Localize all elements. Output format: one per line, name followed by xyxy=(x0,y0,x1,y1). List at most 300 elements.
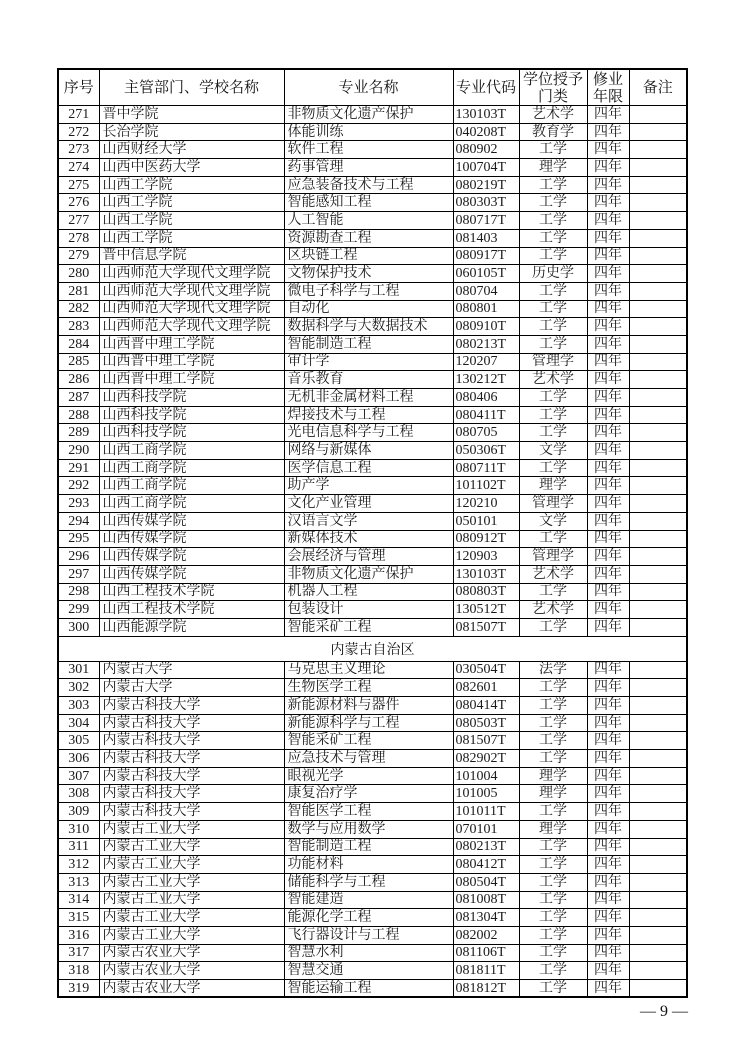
note-cell xyxy=(629,247,687,265)
degree-category: 工学 xyxy=(519,679,587,697)
school-name: 山西工程技术学院 xyxy=(99,601,284,619)
study-duration: 四年 xyxy=(587,318,629,336)
major-name: 自动化 xyxy=(284,300,453,318)
row-number: 286 xyxy=(58,371,99,389)
note-cell xyxy=(629,856,687,874)
study-duration: 四年 xyxy=(587,891,629,909)
degree-category: 工学 xyxy=(519,212,587,230)
major-name: 包装设计 xyxy=(284,601,453,619)
note-cell xyxy=(629,873,687,891)
study-duration: 四年 xyxy=(587,495,629,513)
study-duration: 四年 xyxy=(587,856,629,874)
row-number: 311 xyxy=(58,838,99,856)
major-name: 非物质文化遗产保护 xyxy=(284,565,453,583)
major-name: 焊接技术与工程 xyxy=(284,406,453,424)
major-name: 储能科学与工程 xyxy=(284,873,453,891)
study-duration: 四年 xyxy=(587,530,629,548)
row-number: 308 xyxy=(58,785,99,803)
school-name: 晋中学院 xyxy=(99,106,284,124)
major-name: 文物保护技术 xyxy=(284,265,453,283)
row-number: 315 xyxy=(58,909,99,927)
row-number: 276 xyxy=(58,194,99,212)
major-code: 050101 xyxy=(453,512,519,530)
table-row xyxy=(58,618,687,636)
row-number: 295 xyxy=(58,530,99,548)
table-row xyxy=(58,229,687,247)
note-cell xyxy=(629,838,687,856)
major-name: 智能运输工程 xyxy=(284,980,453,998)
row-number: 279 xyxy=(58,247,99,265)
degree-category: 工学 xyxy=(519,856,587,874)
degree-category: 理学 xyxy=(519,820,587,838)
major-code: 080917T xyxy=(453,247,519,265)
major-name: 智能采矿工程 xyxy=(284,618,453,636)
table-row xyxy=(58,123,687,141)
degree-category: 工学 xyxy=(519,926,587,944)
table-row xyxy=(58,714,687,732)
row-number: 312 xyxy=(58,856,99,874)
note-cell xyxy=(629,141,687,159)
major-code: 081008T xyxy=(453,891,519,909)
degree-category: 工学 xyxy=(519,424,587,442)
row-number: 298 xyxy=(58,583,99,601)
note-cell xyxy=(629,714,687,732)
major-code: 081811T xyxy=(453,962,519,980)
row-number: 307 xyxy=(58,767,99,785)
major-code: 120210 xyxy=(453,495,519,513)
table-row xyxy=(58,803,687,821)
study-duration: 四年 xyxy=(587,212,629,230)
table-row xyxy=(58,944,687,962)
major-name: 会展经济与管理 xyxy=(284,548,453,566)
major-code: 080414T xyxy=(453,697,519,715)
note-cell xyxy=(629,803,687,821)
study-duration: 四年 xyxy=(587,282,629,300)
study-duration: 四年 xyxy=(587,229,629,247)
school-name: 山西师范大学现代文理学院 xyxy=(99,265,284,283)
major-code: 050306T xyxy=(453,442,519,460)
degree-category: 工学 xyxy=(519,459,587,477)
row-number: 297 xyxy=(58,565,99,583)
note-cell xyxy=(629,565,687,583)
major-code: 082002 xyxy=(453,926,519,944)
header-degree xyxy=(519,69,587,106)
school-name: 山西工学院 xyxy=(99,212,284,230)
table-row xyxy=(58,909,687,927)
study-duration: 四年 xyxy=(587,159,629,177)
study-duration: 四年 xyxy=(587,980,629,998)
row-number: 272 xyxy=(58,123,99,141)
school-name: 山西科技学院 xyxy=(99,424,284,442)
school-name: 山西师范大学现代文理学院 xyxy=(99,300,284,318)
degree-category: 工学 xyxy=(519,176,587,194)
note-cell xyxy=(629,335,687,353)
study-duration: 四年 xyxy=(587,909,629,927)
study-duration: 四年 xyxy=(587,406,629,424)
table-row xyxy=(58,159,687,177)
note-cell xyxy=(629,980,687,998)
school-name: 山西晋中理工学院 xyxy=(99,353,284,371)
degree-category: 文学 xyxy=(519,442,587,460)
school-name: 内蒙古工业大学 xyxy=(99,838,284,856)
table-row xyxy=(58,353,687,371)
school-name: 山西传媒学院 xyxy=(99,530,284,548)
major-name: 资源勘查工程 xyxy=(284,229,453,247)
major-name: 音乐教育 xyxy=(284,371,453,389)
degree-category: 工学 xyxy=(519,194,587,212)
degree-category: 工学 xyxy=(519,980,587,998)
degree-category: 理学 xyxy=(519,785,587,803)
table-row xyxy=(58,176,687,194)
school-name: 内蒙古工业大学 xyxy=(99,856,284,874)
table-row xyxy=(58,767,687,785)
major-name: 非物质文化遗产保护 xyxy=(284,106,453,124)
school-name: 山西传媒学院 xyxy=(99,512,284,530)
study-duration: 四年 xyxy=(587,477,629,495)
degree-category: 工学 xyxy=(519,714,587,732)
row-number: 274 xyxy=(58,159,99,177)
degree-category: 文学 xyxy=(519,512,587,530)
school-name: 晋中信息学院 xyxy=(99,247,284,265)
note-cell xyxy=(629,159,687,177)
major-name: 数据科学与大数据技术 xyxy=(284,318,453,336)
row-number: 303 xyxy=(58,697,99,715)
note-cell xyxy=(629,785,687,803)
study-duration: 四年 xyxy=(587,106,629,124)
study-duration: 四年 xyxy=(587,714,629,732)
region-title: 内蒙古自治区 xyxy=(58,636,687,661)
table-row xyxy=(58,512,687,530)
table-row xyxy=(58,873,687,891)
row-number: 278 xyxy=(58,229,99,247)
degree-category: 工学 xyxy=(519,750,587,768)
row-number: 296 xyxy=(58,548,99,566)
degree-category: 理学 xyxy=(519,477,587,495)
school-name: 内蒙古大学 xyxy=(99,661,284,679)
degree-category: 工学 xyxy=(519,141,587,159)
school-name: 山西中医药大学 xyxy=(99,159,284,177)
major-name: 机器人工程 xyxy=(284,583,453,601)
major-name: 智能感知工程 xyxy=(284,194,453,212)
table-row xyxy=(58,530,687,548)
table-row xyxy=(58,962,687,980)
school-name: 内蒙古农业大学 xyxy=(99,944,284,962)
degree-category: 历史学 xyxy=(519,265,587,283)
major-code: 100704T xyxy=(453,159,519,177)
row-number: 292 xyxy=(58,477,99,495)
degree-category: 工学 xyxy=(519,282,587,300)
major-name: 体能训练 xyxy=(284,123,453,141)
page-number: — 9 — xyxy=(640,1003,688,1020)
degree-category: 工学 xyxy=(519,838,587,856)
major-name: 智能建造 xyxy=(284,891,453,909)
note-cell xyxy=(629,442,687,460)
school-name: 内蒙古工业大学 xyxy=(99,873,284,891)
table-body xyxy=(58,106,687,998)
degree-category: 艺术学 xyxy=(519,565,587,583)
study-duration: 四年 xyxy=(587,424,629,442)
table-row xyxy=(58,194,687,212)
study-duration: 四年 xyxy=(587,371,629,389)
table-row xyxy=(58,389,687,407)
row-number: 293 xyxy=(58,495,99,513)
header-seq: 序号 xyxy=(58,69,99,106)
major-code: 101102T xyxy=(453,477,519,495)
school-name: 山西晋中理工学院 xyxy=(99,335,284,353)
row-number: 318 xyxy=(58,962,99,980)
study-duration: 四年 xyxy=(587,548,629,566)
row-number: 285 xyxy=(58,353,99,371)
school-name: 内蒙古科技大学 xyxy=(99,785,284,803)
school-name: 内蒙古科技大学 xyxy=(99,714,284,732)
degree-category: 工学 xyxy=(519,803,587,821)
school-name: 山西师范大学现代文理学院 xyxy=(99,282,284,300)
row-number: 309 xyxy=(58,803,99,821)
school-name: 山西工学院 xyxy=(99,229,284,247)
school-name: 山西工商学院 xyxy=(99,442,284,460)
header-school: 主管部门、学校名称 xyxy=(99,69,284,106)
major-code: 080803T xyxy=(453,583,519,601)
study-duration: 四年 xyxy=(587,926,629,944)
major-code: 130212T xyxy=(453,371,519,389)
row-number: 310 xyxy=(58,820,99,838)
study-duration: 四年 xyxy=(587,732,629,750)
row-number: 280 xyxy=(58,265,99,283)
major-name: 软件工程 xyxy=(284,141,453,159)
note-cell xyxy=(629,477,687,495)
note-cell xyxy=(629,944,687,962)
school-name: 内蒙古工业大学 xyxy=(99,820,284,838)
table-row xyxy=(58,335,687,353)
note-cell xyxy=(629,212,687,230)
school-name: 山西晋中理工学院 xyxy=(99,371,284,389)
degree-category: 管理学 xyxy=(519,353,587,371)
table-row xyxy=(58,601,687,619)
row-number: 289 xyxy=(58,424,99,442)
note-cell xyxy=(629,618,687,636)
note-cell xyxy=(629,767,687,785)
row-number: 277 xyxy=(58,212,99,230)
major-code: 040208T xyxy=(453,123,519,141)
study-duration: 四年 xyxy=(587,944,629,962)
note-cell xyxy=(629,282,687,300)
degree-category: 工学 xyxy=(519,335,587,353)
major-code: 130512T xyxy=(453,601,519,619)
row-number: 282 xyxy=(58,300,99,318)
row-number: 316 xyxy=(58,926,99,944)
header-code: 专业代码 xyxy=(453,69,519,106)
row-number: 314 xyxy=(58,891,99,909)
school-name: 山西工学院 xyxy=(99,194,284,212)
major-code: 080213T xyxy=(453,838,519,856)
major-code: 080910T xyxy=(453,318,519,336)
school-name: 内蒙古科技大学 xyxy=(99,697,284,715)
major-code: 080213T xyxy=(453,335,519,353)
row-number: 271 xyxy=(58,106,99,124)
note-cell xyxy=(629,661,687,679)
table-row xyxy=(58,424,687,442)
school-name: 山西传媒学院 xyxy=(99,548,284,566)
degree-category: 工学 xyxy=(519,247,587,265)
note-cell xyxy=(629,194,687,212)
row-number: 299 xyxy=(58,601,99,619)
study-duration: 四年 xyxy=(587,601,629,619)
note-cell xyxy=(629,750,687,768)
note-cell xyxy=(629,697,687,715)
major-name: 新媒体技术 xyxy=(284,530,453,548)
major-name: 马克思主义理论 xyxy=(284,661,453,679)
table-row xyxy=(58,548,687,566)
study-duration: 四年 xyxy=(587,820,629,838)
row-number: 294 xyxy=(58,512,99,530)
region-row xyxy=(58,636,687,661)
study-duration: 四年 xyxy=(587,618,629,636)
school-name: 内蒙古科技大学 xyxy=(99,750,284,768)
major-name: 无机非金属材料工程 xyxy=(284,389,453,407)
table-row xyxy=(58,697,687,715)
table-row xyxy=(58,856,687,874)
major-code: 081304T xyxy=(453,909,519,927)
school-name: 内蒙古农业大学 xyxy=(99,962,284,980)
school-name: 山西财经大学 xyxy=(99,141,284,159)
table-row xyxy=(58,785,687,803)
major-name: 新能源科学与工程 xyxy=(284,714,453,732)
study-duration: 四年 xyxy=(587,265,629,283)
degree-category: 工学 xyxy=(519,300,587,318)
degree-category: 工学 xyxy=(519,944,587,962)
degree-category: 工学 xyxy=(519,873,587,891)
note-cell xyxy=(629,424,687,442)
degree-category: 管理学 xyxy=(519,495,587,513)
major-code: 101004 xyxy=(453,767,519,785)
row-number: 302 xyxy=(58,679,99,697)
school-name: 山西工程技术学院 xyxy=(99,583,284,601)
school-name: 山西传媒学院 xyxy=(99,565,284,583)
major-code: 080717T xyxy=(453,212,519,230)
row-number: 273 xyxy=(58,141,99,159)
school-name: 内蒙古农业大学 xyxy=(99,980,284,998)
table-row xyxy=(58,820,687,838)
table-row xyxy=(58,926,687,944)
degree-category: 艺术学 xyxy=(519,371,587,389)
study-duration: 四年 xyxy=(587,565,629,583)
row-number: 284 xyxy=(58,335,99,353)
school-name: 山西工商学院 xyxy=(99,477,284,495)
row-number: 306 xyxy=(58,750,99,768)
major-name: 光电信息科学与工程 xyxy=(284,424,453,442)
major-name: 智能制造工程 xyxy=(284,838,453,856)
major-code: 081106T xyxy=(453,944,519,962)
study-duration: 四年 xyxy=(587,767,629,785)
table-row xyxy=(58,442,687,460)
study-duration: 四年 xyxy=(587,335,629,353)
major-name: 人工智能 xyxy=(284,212,453,230)
study-duration: 四年 xyxy=(587,679,629,697)
major-name: 文化产业管理 xyxy=(284,495,453,513)
table-row xyxy=(58,679,687,697)
row-number: 317 xyxy=(58,944,99,962)
major-code: 080711T xyxy=(453,459,519,477)
major-code: 081403 xyxy=(453,229,519,247)
major-name: 智能采矿工程 xyxy=(284,732,453,750)
note-cell xyxy=(629,300,687,318)
major-code: 080406 xyxy=(453,389,519,407)
table-row xyxy=(58,282,687,300)
row-number: 287 xyxy=(58,389,99,407)
major-name: 新能源材料与器件 xyxy=(284,697,453,715)
table-row xyxy=(58,141,687,159)
major-code: 130103T xyxy=(453,565,519,583)
table-row xyxy=(58,980,687,998)
row-number: 275 xyxy=(58,176,99,194)
table-row xyxy=(58,318,687,336)
study-duration: 四年 xyxy=(587,459,629,477)
table-row xyxy=(58,891,687,909)
degree-category: 艺术学 xyxy=(519,601,587,619)
study-duration: 四年 xyxy=(587,141,629,159)
note-cell xyxy=(629,318,687,336)
major-code: 082902T xyxy=(453,750,519,768)
major-code: 080912T xyxy=(453,530,519,548)
note-cell xyxy=(629,820,687,838)
study-duration: 四年 xyxy=(587,123,629,141)
major-name: 飞行器设计与工程 xyxy=(284,926,453,944)
note-cell xyxy=(629,265,687,283)
degree-category: 教育学 xyxy=(519,123,587,141)
major-code: 082601 xyxy=(453,679,519,697)
majors-table xyxy=(57,68,688,998)
note-cell xyxy=(629,229,687,247)
major-code: 080411T xyxy=(453,406,519,424)
note-cell xyxy=(629,679,687,697)
study-duration: 四年 xyxy=(587,750,629,768)
study-duration: 四年 xyxy=(587,803,629,821)
note-cell xyxy=(629,601,687,619)
major-code: 080219T xyxy=(453,176,519,194)
degree-category: 艺术学 xyxy=(519,106,587,124)
degree-category: 工学 xyxy=(519,229,587,247)
degree-category: 工学 xyxy=(519,318,587,336)
study-duration: 四年 xyxy=(587,176,629,194)
degree-category: 法学 xyxy=(519,661,587,679)
header-row xyxy=(58,69,687,106)
table-row xyxy=(58,459,687,477)
school-name: 山西科技学院 xyxy=(99,406,284,424)
note-cell xyxy=(629,583,687,601)
major-name: 智能制造工程 xyxy=(284,335,453,353)
study-duration: 四年 xyxy=(587,512,629,530)
study-duration: 四年 xyxy=(587,247,629,265)
table-row xyxy=(58,583,687,601)
degree-category: 工学 xyxy=(519,891,587,909)
header-note: 备注 xyxy=(629,69,687,106)
table-header xyxy=(58,69,687,106)
major-code: 081507T xyxy=(453,732,519,750)
major-code: 101005 xyxy=(453,785,519,803)
note-cell xyxy=(629,123,687,141)
header-years-line: 修业 xyxy=(592,69,623,88)
row-number: 305 xyxy=(58,732,99,750)
major-code: 060105T xyxy=(453,265,519,283)
major-code: 070101 xyxy=(453,820,519,838)
major-code: 081507T xyxy=(453,618,519,636)
table-row xyxy=(58,212,687,230)
table-row xyxy=(58,477,687,495)
table-row xyxy=(58,371,687,389)
major-name: 眼视光学 xyxy=(284,767,453,785)
row-number: 319 xyxy=(58,980,99,998)
major-name: 康复治疗学 xyxy=(284,785,453,803)
